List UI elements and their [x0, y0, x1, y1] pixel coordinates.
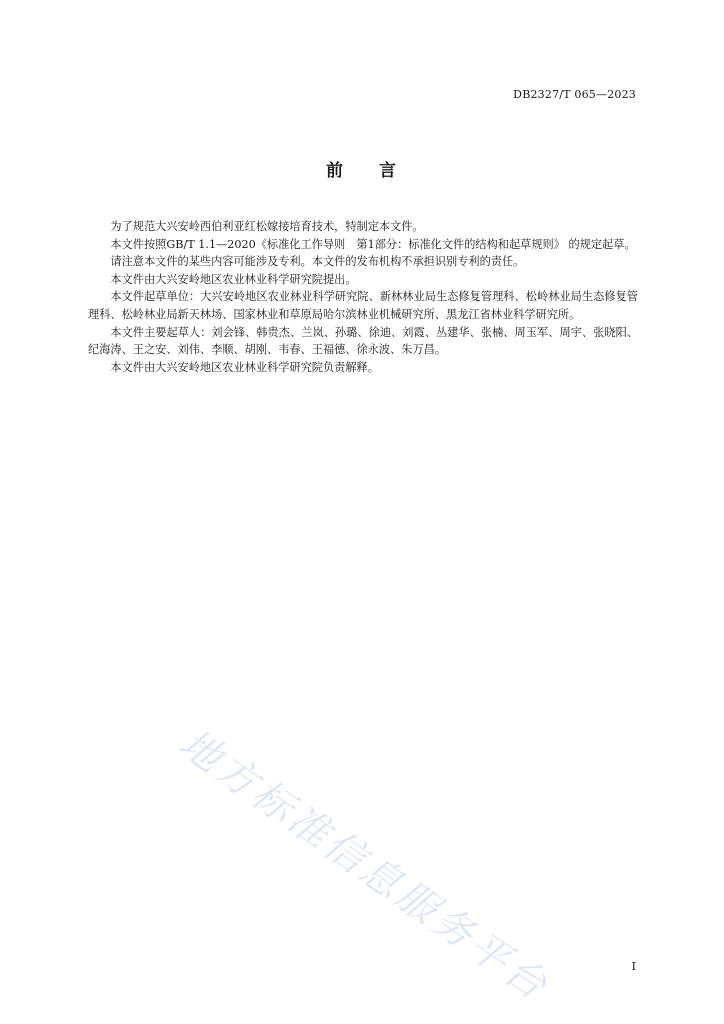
paragraph-patent-notice: 请注意本文件的某些内容可能涉及专利。本文件的发布机构不承担识别专利的责任。: [110, 255, 525, 269]
paragraph-drafting-units: 本文件起草单位：大兴安岭地区农业林业科学研究院、新林林业局生态修复管理科、松岭林业局生态修复管理科、松岭林业局新天林场、国家林业和草原局哈尔滨林业机械研究所、黑龙江省林业科学研究所。: [88, 290, 638, 321]
document-code: DB2327/T 065—2023: [513, 88, 636, 101]
paragraph-drafting-rules: 本文件按照GB/T 1.1—2020《标准化工作导则 第1部分：标准化文件的结构和起草规则》 的规定起草。: [110, 237, 636, 251]
title-char-1: 前: [326, 161, 345, 181]
page-number: I: [631, 960, 636, 973]
paragraph-drafters: 本文件主要起草人：刘会锋、韩贵杰、兰岚、孙璐、徐迪、刘霞、丛建华、张楠、周玉军、周宇、张晓阳、纪海涛、王之安、刘伟、李顺、胡刚、韦春、王福德、徐永波、朱万昌。: [88, 325, 638, 357]
title-char-2: 言: [379, 161, 398, 181]
watermark: 地方标准信息服务平台: [170, 720, 558, 1011]
paragraph-interpretation: 本文件由大兴安岭地区农业林业科学研究院负责解释。: [110, 360, 379, 374]
paragraph-proposer: 本文件由大兴安岭地区农业林业科学研究院提出。: [110, 272, 357, 286]
foreword-body: [88, 218, 638, 376]
page-title: [0, 156, 724, 181]
paragraph-purpose: 为了规范大兴安岭西伯利亚红松嫁接培育技术，特制定本文件。: [110, 220, 424, 233]
